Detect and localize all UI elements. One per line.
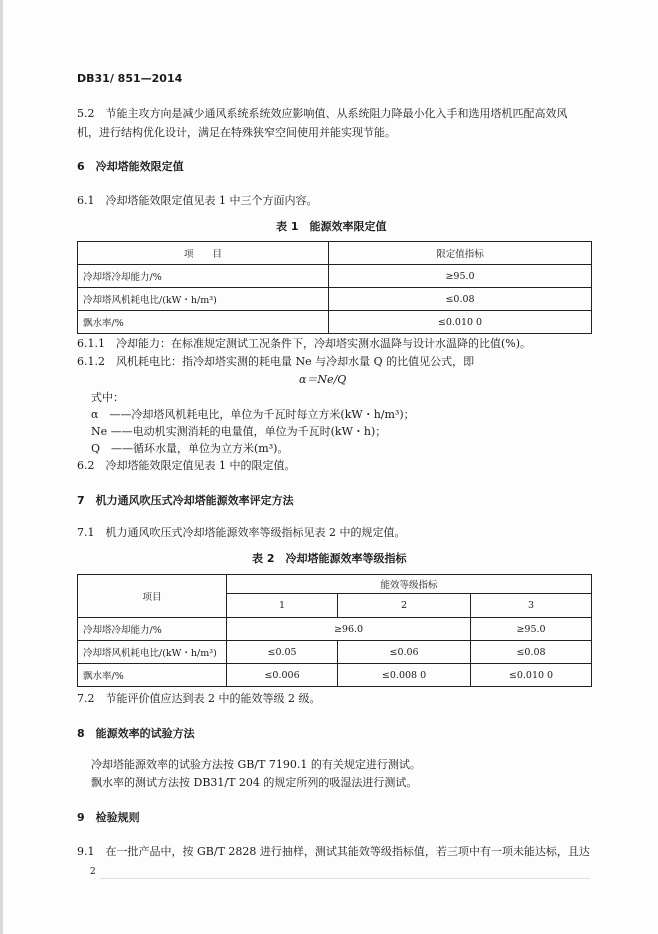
table2-caption: 表 2 冷却塔能源效率等级指标 <box>252 552 407 565</box>
table1-cell: 冷却塔冷却能力/% <box>78 265 329 288</box>
table2-cell: ≤0.06 <box>338 641 471 664</box>
clause-9-1: 9.1 在一批产品中，按 GB/T 2828 进行抽样，测试其能效等级指标值，若三项中有一项未能达标，且达 <box>77 845 590 858</box>
clause-6-1-2: 6.1.2 风机耗电比：指冷却塔实测的耗电量 Ne 与冷却水量 Q 的比值见公式，即 <box>77 355 475 368</box>
section-9-title: 9 检验规则 <box>77 811 140 824</box>
table2-header-item: 项目 <box>78 575 227 618</box>
section-6-title: 6 冷却塔能效限定值 <box>77 160 184 173</box>
clause-6-2: 6.2 冷却塔能效限定值见表 1 中的限定值。 <box>77 459 296 472</box>
clause-6-1: 6.1 冷却塔能效限定值见表 1 中三个方面内容。 <box>77 194 318 207</box>
table1-cell: ≥95.0 <box>329 265 592 288</box>
table2-header-grade-3: 3 <box>471 594 592 618</box>
variable-ne: Ne ——电动机实测消耗的电量值，单位为千瓦时(kW・h)； <box>91 425 387 438</box>
table-row <box>78 311 592 334</box>
standard-number: DB31/ 851—2014 <box>77 72 183 85</box>
variable-alpha: α ——冷却塔风机耗电比，单位为千瓦时每立方米(kW・h/m³)； <box>91 408 415 421</box>
table1-caption: 表 1 能源效率限定值 <box>276 220 387 233</box>
table2-cell: ≤0.08 <box>471 641 592 664</box>
table1-cell: 冷却塔风机耗电比/(kW・h/m³) <box>78 288 329 311</box>
table-row <box>78 641 592 664</box>
table2-cell: 冷却塔冷却能力/% <box>78 618 227 641</box>
section-7-title: 7 机力通风吹压式冷却塔能源效率评定方法 <box>77 494 294 507</box>
page-number: 2 <box>90 867 96 877</box>
table2-cell: ≥96.0 <box>227 618 471 641</box>
table2-cell: 冷却塔风机耗电比/(kW・h/m³) <box>78 641 227 664</box>
clause-7-2: 7.2 节能评价值应达到表 2 中的能效等级 2 级。 <box>77 692 321 705</box>
footer-rule <box>100 878 590 879</box>
clause-5-2-line1: 5.2 节能主攻方向是减少通风系统系统效应影响值、从系统阻力降最小化入手和选用塔机匹配高效风 <box>77 107 568 120</box>
table2-header-group: 能效等级指标 <box>227 575 592 594</box>
section-8-para-1: 冷却塔能源效率的试验方法按 GB/T 7190.1 的有关规定进行测试。 <box>91 758 421 771</box>
table-row <box>78 288 592 311</box>
scan-edge <box>0 0 3 934</box>
table2-header-grade-1: 1 <box>227 594 338 618</box>
table2-cell: ≤0.006 <box>227 664 338 687</box>
section-8-title: 8 能源效率的试验方法 <box>77 727 195 740</box>
table1-cell: ≤0.08 <box>329 288 592 311</box>
table1-header-item: 项 目 <box>78 242 329 265</box>
table2-header-grade-2: 2 <box>338 594 471 618</box>
table1-cell: 飘水率/% <box>78 311 329 334</box>
table1-cell: ≤0.010 0 <box>329 311 592 334</box>
table2-cell: ≤0.05 <box>227 641 338 664</box>
table-row <box>78 664 592 687</box>
clause-6-1-1: 6.1.1 冷却能力：在标准规定测试工况条件下，冷却塔实测水温降与设计水温降的比值(%)。 <box>77 337 532 350</box>
table2-cell: 飘水率/% <box>78 664 227 687</box>
where-label: 式中： <box>91 391 124 404</box>
formula: α＝Ne/Q <box>299 373 347 386</box>
table2-cell: ≤0.010 0 <box>471 664 592 687</box>
table-row <box>78 618 592 641</box>
table-row <box>78 265 592 288</box>
section-8-para-2: 飘水率的测试方法按 DB31/T 204 的规定所列的吸湿法进行测试。 <box>91 776 418 789</box>
clause-7-1: 7.1 机力通风吹压式冷却塔能源效率等级指标见表 2 中的规定值。 <box>77 526 406 539</box>
clause-5-2-line2: 机，进行结构优化设计，满足在特殊狭窄空间使用并能实现节能。 <box>77 126 396 139</box>
variable-q: Q ——循环水量，单位为立方米(m³)。 <box>91 442 289 455</box>
table2-cell: ≥95.0 <box>471 618 592 641</box>
table2 <box>77 574 592 687</box>
table1-header-limit: 限定值指标 <box>329 242 592 265</box>
table1 <box>77 241 592 334</box>
table2-cell: ≤0.008 0 <box>338 664 471 687</box>
